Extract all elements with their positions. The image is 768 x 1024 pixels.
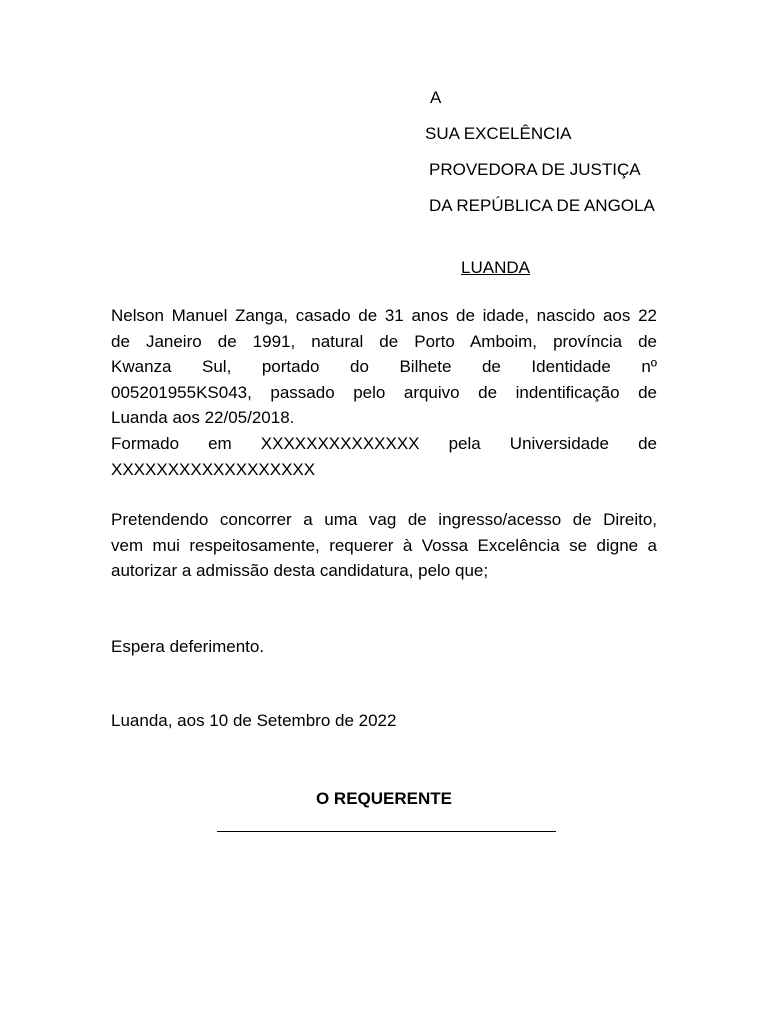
addressee-prefix: A [430,88,442,107]
paragraph-line: Nelson Manuel Zanga, casado de 31 anos de idade, nascido aos 22 [111,306,657,325]
addressee-office: PROVEDORA DE JUSTIÇA [429,160,641,179]
place-date: Luanda, aos 10 de Setembro de 2022 [111,711,397,730]
addressee-title: SUA EXCELÊNCIA [425,124,572,143]
paragraph-line: 005201955KS043, passado pelo arquivo de indentificação de [111,382,657,402]
paragraph-line: Luanda aos 22/05/2018. [111,408,295,428]
signature-label: O REQUERENTE [315,789,453,808]
paragraph-line: Pretendendo concorrer a uma vag de ingresso/acesso de Direito, [111,510,657,529]
paragraph-line: de Janeiro de 1991, natural de Porto Amboim, província de [111,331,657,351]
paragraph-line: Kwanza Sul, portado do Bilhete de Identidade nº [111,357,657,377]
signature-line [217,831,556,832]
addressee-city: LUANDA [461,258,530,277]
request-paragraph [111,507,657,584]
closing-text: Espera deferimento. [111,637,265,656]
identification-paragraph [111,303,657,482]
paragraph-line: Formado em XXXXXXXXXXXXXX pela Universidade de [111,433,657,453]
paragraph-line: autorizar a admissão desta candidatura, pelo que; [111,561,489,581]
paragraph-line: vem mui respeitosamente, requerer à Vossa Excelência se digne a [111,535,657,555]
paragraph-line: XXXXXXXXXXXXXXXXXX [111,459,316,479]
addressee-country: DA REPÚBLICA DE ANGOLA [429,196,655,215]
